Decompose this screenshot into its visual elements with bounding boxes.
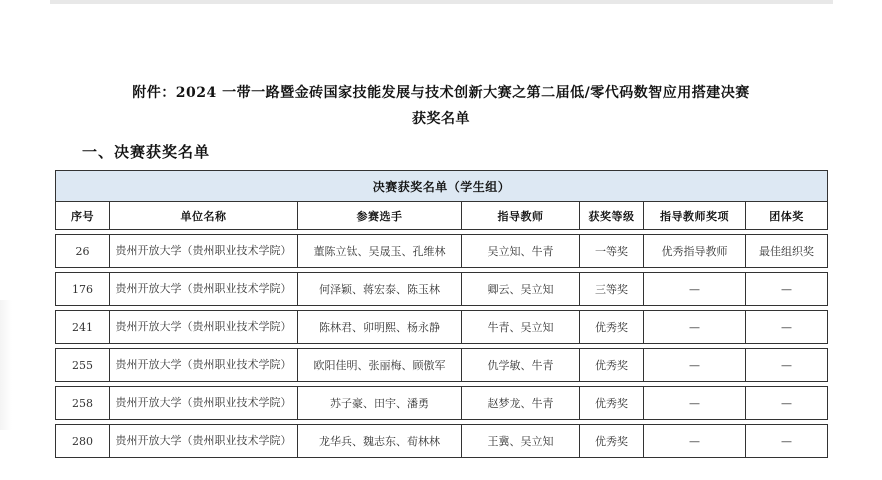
row-teacher-award: — — [644, 273, 746, 306]
table-row — [56, 273, 828, 306]
col-header-players: 参赛选手 — [298, 202, 462, 230]
table-header-row — [56, 202, 828, 230]
row-teacher-award: — — [644, 387, 746, 420]
row-unit: 贵州开放大学（贵州职业技术学院） — [110, 235, 298, 268]
row-players: 何泽颖、蒋宏泰、陈玉林 — [298, 273, 462, 306]
page-edge-shadow — [0, 300, 12, 430]
row-no: 26 — [56, 235, 110, 268]
table-row — [56, 235, 828, 268]
row-teachers: 仇学敏、牛青 — [462, 349, 580, 382]
row-no: 255 — [56, 349, 110, 382]
row-no: 176 — [56, 273, 110, 306]
row-teacher-award: — — [644, 425, 746, 458]
row-no: 258 — [56, 387, 110, 420]
row-players: 董陈立钛、吴晟玉、孔维林 — [298, 235, 462, 268]
col-header-teacher-award: 指导教师奖项 — [644, 202, 746, 230]
row-team-award: — — [746, 425, 828, 458]
row-unit: 贵州开放大学（贵州职业技术学院） — [110, 273, 298, 306]
table-row — [56, 349, 828, 382]
row-players: 龙华兵、魏志东、荀林林 — [298, 425, 462, 458]
col-header-teachers: 指导教师 — [462, 202, 580, 230]
row-players: 欧阳佳明、张丽梅、顾傲军 — [298, 349, 462, 382]
row-teachers: 吴立知、牛青 — [462, 235, 580, 268]
row-team-award: — — [746, 273, 828, 306]
row-level: 优秀奖 — [580, 387, 644, 420]
row-team-award: — — [746, 349, 828, 382]
table-row — [56, 311, 828, 344]
row-level: 一等奖 — [580, 235, 644, 268]
table-row — [56, 387, 828, 420]
col-header-level: 获奖等级 — [580, 202, 644, 230]
row-no: 241 — [56, 311, 110, 344]
row-level: 三等奖 — [580, 273, 644, 306]
row-teachers: 牛青、吴立知 — [462, 311, 580, 344]
col-header-unit: 单位名称 — [110, 202, 298, 230]
row-team-award: — — [746, 387, 828, 420]
row-players: 陈林君、卯明熙、杨永静 — [298, 311, 462, 344]
row-teachers: 赵梦龙、牛青 — [462, 387, 580, 420]
row-team-award: — — [746, 311, 828, 344]
row-teachers: 王冀、吴立知 — [462, 425, 580, 458]
document-title-line2: 获奖名单 — [412, 111, 470, 127]
table-caption: 决赛获奖名单（学生组） — [56, 171, 828, 202]
row-unit: 贵州开放大学（贵州职业技术学院） — [110, 349, 298, 382]
row-unit: 贵州开放大学（贵州职业技术学院） — [110, 425, 298, 458]
table-row — [56, 425, 828, 458]
row-unit: 贵州开放大学（贵州职业技术学院） — [110, 387, 298, 420]
row-team-award: 最佳组织奖 — [746, 235, 828, 268]
top-scrollbar[interactable] — [50, 0, 833, 4]
row-teachers: 卿云、吴立知 — [462, 273, 580, 306]
section-heading: 一、决赛获奖名单 — [82, 143, 211, 161]
col-header-no: 序号 — [56, 202, 110, 230]
row-unit: 贵州开放大学（贵州职业技术学院） — [110, 311, 298, 344]
row-players: 苏子豪、田宇、潘勇 — [298, 387, 462, 420]
row-teacher-award: — — [644, 311, 746, 344]
document-title: 附件：2024 一带一路暨金砖国家技能发展与技术创新大赛之第二届低/零代码数智应用搭建决赛 — [132, 85, 750, 101]
row-level: 优秀奖 — [580, 349, 644, 382]
row-level: 优秀奖 — [580, 311, 644, 344]
row-no: 280 — [56, 425, 110, 458]
row-teacher-award: — — [644, 349, 746, 382]
col-header-team-award: 团体奖 — [746, 202, 828, 230]
awards-table — [55, 170, 828, 458]
row-teacher-award: 优秀指导教师 — [644, 235, 746, 268]
row-level: 优秀奖 — [580, 425, 644, 458]
